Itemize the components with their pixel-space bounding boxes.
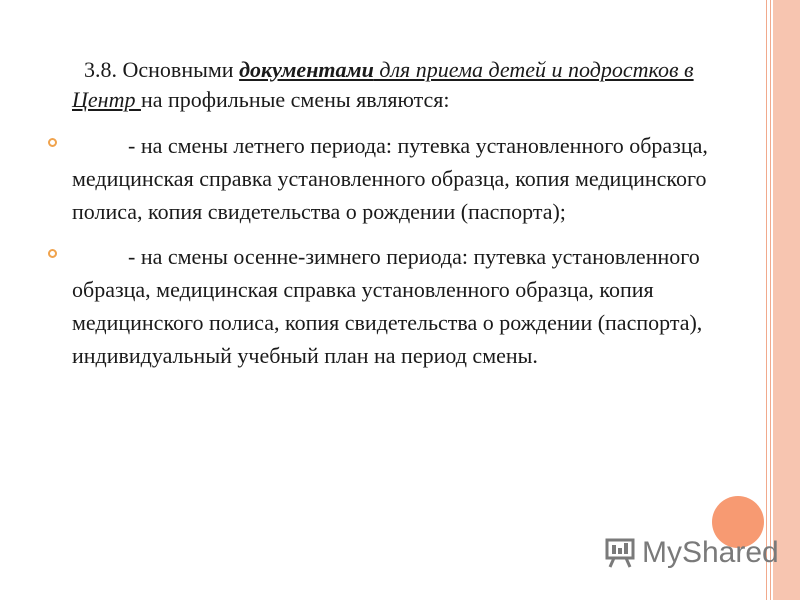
decorative-line	[770, 0, 771, 600]
intro-emphasis: документами	[239, 57, 374, 82]
decorative-band	[773, 0, 800, 600]
list-item	[72, 240, 762, 372]
intro-paragraph	[72, 55, 762, 115]
list-item	[72, 129, 762, 228]
intro-suffix: на профильные смены являются:	[140, 87, 450, 112]
slide-content	[72, 55, 762, 384]
presentation-board-icon	[604, 538, 636, 568]
bullet-text: - на смены осенне-зимнего периода: путевка установленного образца, медицинская справка установленного образца, копия медицинского полиса, копия свидетельства о рождении (паспорта), индивидуальный учебный план на период смены.	[72, 244, 703, 368]
myshared-logo[interactable]	[604, 536, 779, 570]
decorative-line	[766, 0, 767, 600]
bullet-text: - на смены летнего периода: путевка установленного образца, медицинская справка установленного образца, копия медицинского полиса, копия свидетельства о рождении (паспорта);	[72, 133, 708, 224]
bullet-icon	[48, 138, 57, 147]
logo-text: MyShared	[642, 536, 779, 569]
bullet-icon	[48, 249, 57, 258]
intro-prefix: 3.8. Основными	[84, 57, 240, 82]
intro-italic: для приема детей и подростков в Центр	[72, 57, 694, 112]
